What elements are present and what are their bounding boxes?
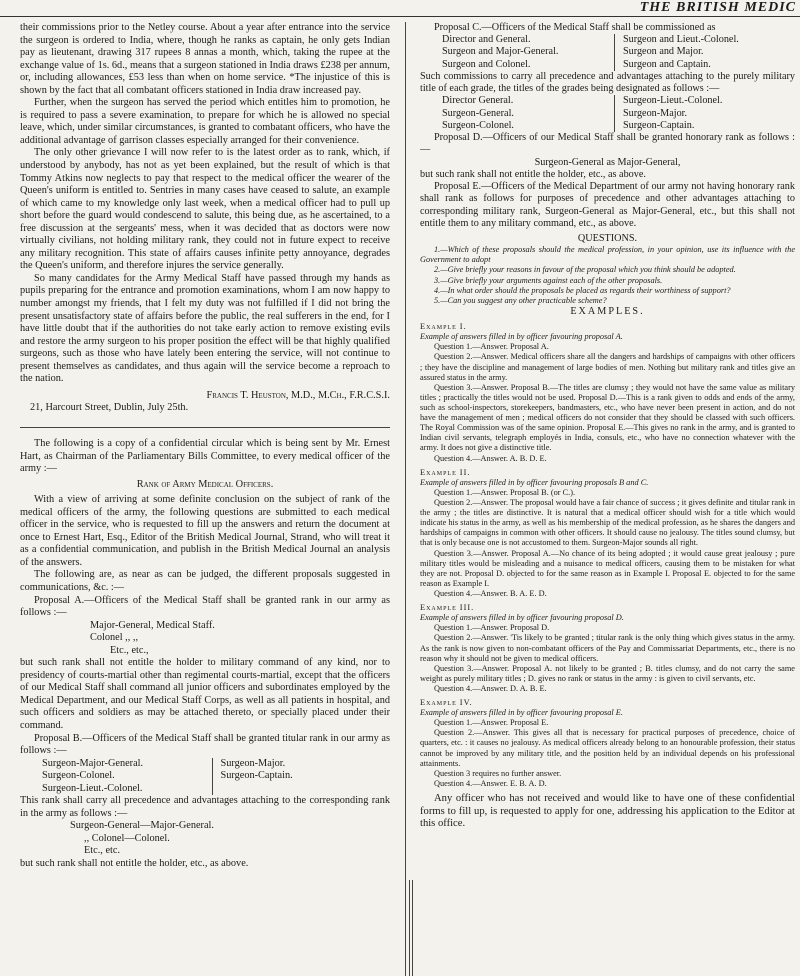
list-item: ,, Colonel—Colonel. bbox=[84, 832, 170, 844]
list-item: Surgeon and Major. bbox=[623, 46, 704, 58]
example-answer: Question 1.—Answer. Proposal D. bbox=[434, 623, 550, 633]
example-answer: Question 3.—Answer. Proposal A. not likely to be granted ; B. titles clumsy, and do not carry the same weight as purely military titles ; D. gives no rank or status in the army : is given to civil servants, etc. bbox=[420, 663, 795, 683]
paragraph: but such rank shall not entitle the holder, etc., as above. bbox=[20, 858, 249, 869]
example-subtitle: Example of answers filled in by officer favouring proposals B and C. bbox=[420, 477, 649, 487]
proposal-b: Proposal B.—Officers of the Medical Staff shall be granted titular rank in our army as follows :— bbox=[20, 732, 390, 757]
example-answer: Question 4.—Answer. A. B. D. E. bbox=[434, 453, 547, 463]
list-item: Surgeon-General. bbox=[442, 107, 514, 119]
list-item: Surgeon and Colonel. bbox=[442, 58, 531, 70]
list-item: Major-General, Medical Staff. bbox=[90, 619, 215, 631]
question: 4.—In what order should the proposals be placed as regards their worthiness of support? bbox=[434, 285, 731, 295]
question: 3.—Give briefly your arguments against each of the other proposals. bbox=[434, 275, 663, 285]
example-subtitle: Example of answers filled in by officer favouring proposal A. bbox=[420, 332, 623, 342]
right-column bbox=[420, 22, 795, 972]
example-answer: Question 3.—Answer. Proposal A.—No chance of its being adopted ; it would cause great jealousy ; pure military titles would be misleading and a nuisance to medical officers, causing them to be mistaken for what they are not. Proposal D. objected to for the same reason as in Example I. Proposal E. objected to for the same reason as Example I. bbox=[420, 548, 795, 588]
paragraph: but such rank shall not entitle the holder, etc., as above. bbox=[420, 168, 646, 180]
running-head: THE BRITISH MEDIC bbox=[639, 0, 796, 15]
example-title: Example I. bbox=[420, 322, 467, 332]
list-item: Director and General. bbox=[442, 34, 531, 46]
list-item: Surgeon-Major. bbox=[220, 757, 286, 769]
paragraph: The following are, as near as can be judged, the different proposals suggested in communications, &c. :— bbox=[20, 569, 390, 593]
list-item: Colonel ,, ,, bbox=[90, 632, 139, 644]
example-subtitle: Example of answers filled in by officer favouring proposal E. bbox=[420, 708, 623, 718]
list-item: Surgeon-Captain. bbox=[220, 770, 293, 782]
questions-heading: QUESTIONS. bbox=[577, 232, 638, 244]
list-item: Director General. bbox=[442, 95, 514, 107]
paragraph: their commissions prior to the Netley course. About a year after entrance into the service the surgeon is ordered to India, where, though he ranks as captain, he only gets Indian pay as lieutenant, drawing 317 rupees 8 annas a month, which, taking the rupee at the exchange value of 1s. 6d., means that a surgeon stationed in India draws £238 per annum, or, including allowances, £53 less than when on home service. *The injustice of this is shown by the fact that all combatant officers stationed in India draw increased pay. bbox=[20, 22, 390, 96]
column-divider-triple bbox=[412, 880, 413, 976]
example-4 bbox=[420, 698, 795, 789]
proposal-a: Proposal A.—Officers of the Medical Staff shall be granted rank in our army as follows :— bbox=[20, 594, 390, 619]
example-answer: Question 2.—Answer. This gives all that is necessary for practical purposes of precedence, choice of quarters, etc. : it causes no jealousy. As medical officers already belong to an honourable profession, their status cannot be improved by any military title, and the position held by an individual depends on his professional attainments. bbox=[420, 728, 795, 768]
list-item: Surgeon-Captain. bbox=[623, 119, 695, 131]
proposal-c-titles bbox=[442, 95, 795, 132]
list-item: Surgeon-Lieut.-Colonel. bbox=[42, 782, 143, 794]
example-answer: Question 4.—Answer. B. A. E. D. bbox=[434, 588, 547, 598]
question: 2.—Give briefly your reasons in favour of the proposal which you think should be adopted. bbox=[434, 265, 736, 275]
example-1 bbox=[420, 322, 795, 464]
list-item: Surgeon-Major-General. bbox=[42, 757, 144, 769]
example-answer: Question 4.—Answer. D. A. B. E. bbox=[434, 683, 547, 693]
proposal-d: Proposal D.—Officers of our Medical Staff shall be granted honorary rank as follows :— bbox=[420, 132, 795, 156]
list-item: Surgeon and Major-General. bbox=[442, 46, 559, 58]
list-item: Surgeon-Lieut.-Colonel. bbox=[623, 95, 723, 107]
proposal-c-ranks bbox=[442, 34, 795, 71]
paragraph: but such rank shall not entitle the holder to military command of any kind, nor to presidency of courts-martial other than regimental courts-martial, except that the officers of our Medical Staff shall command all junior officers and subordinates employed by the Medical Department, and our Medical Staff Corps, as well as all patients in hospital, and such officers and soldiers as may be attached thereto, or specially placed under their command. bbox=[20, 657, 390, 731]
paragraph: This rank shall carry all precedence and advantages attaching to the corresponding rank in the army as follows :— bbox=[20, 795, 390, 819]
example-3 bbox=[420, 603, 795, 694]
address: 21, Harcourt Street, Dublin, July 25th. bbox=[30, 402, 189, 414]
question: 1.—Which of these proposals should the medical profession, in your opinion, use its influence with the Government to adopt bbox=[420, 245, 795, 265]
column-divider bbox=[405, 22, 406, 976]
example-answer: Question 3.—Answer. Proposal B.—The titles are clumsy ; they would not have the same value as military titles ; practically the titles would not be used. Proposal D.—This is a rank given to odds and ends of the army, such as school-inspectors, storekeepers, bandmasters, etc., who have never been present in action, and do not have the management of men ; medical officers do not consider that they should be classed with such officers. The Royal Commission was of the same opinion. Proposal E.—This gives no rank in the army, and is granted to Indian civil servants, telegraph employés in India, consuls, etc., who have no connection whatever with the army. It does not give a distinctive title. bbox=[420, 382, 795, 453]
example-2 bbox=[420, 468, 795, 599]
proposal-e: Proposal E.—Officers of the Medical Department of our army not having honorary rank shall rank as follows for purposes of precedence and other advantages attaching to corresponding military rank, Surgeon-General as Major-General, etc., but this shall not entitle them to any military command, etc., as above. bbox=[420, 181, 795, 229]
example-title: Example III. bbox=[420, 603, 475, 613]
list-item: Surgeon-Major. bbox=[623, 107, 688, 119]
example-answer: Question 3 requires no further answer. bbox=[434, 768, 562, 778]
list-item: Surgeon-Colonel. bbox=[42, 770, 115, 782]
example-answer: Question 4.—Answer. E. B. A. D. bbox=[434, 778, 547, 788]
paragraph: Further, when the surgeon has served the period which entitles him to promotion, he is required to pass a severe examination, to prepare for which he is allowed no special leave, which, under similar circumstances, is granted to combatant officers, who have the additional advantage of garrison classes especially arranged for their convenience. bbox=[20, 97, 390, 146]
paragraph: With a view of arriving at some definite conclusion on the subject of rank of the medical officers of the army, the following questions are submitted to each medical officer in the service, who is requested to fill up the answers and return the document at once to Ernest Hart, Esq., Editor of the British Medical Journal, Strand, who will treat it as a confidential communication, and publish in the British Medical Journal an analysis of the answers. bbox=[20, 494, 390, 568]
example-subtitle: Example of answers filled in by officer favouring proposal D. bbox=[420, 613, 624, 623]
paragraph: The following is a copy of a confidential circular which is being sent by Mr. Ernest Hart, as Chairman of the Parliamentary Bills Committee, to every medical officer of the army :— bbox=[20, 437, 390, 475]
left-column bbox=[20, 22, 390, 972]
example-answer: Question 1.—Answer. Proposal B. (or C.). bbox=[434, 487, 576, 497]
list-item: Etc., etc. bbox=[84, 845, 121, 857]
example-answer: Question 2.—Answer. The proposal would have a fair chance of success ; it gives definite and titular rank in the army ; the titles are distinctive. It is natural that a medical officer should wish for a title which would indicate his status in the army, as well as his membership of the medical profession, as he shares the dangers and hardships of campaigns in common with other officers. It should cause no jealousy. The titles sound clumsy, but that is only because one is not accustomed to them. Surgeon-Major sounds all right. bbox=[420, 497, 795, 548]
list-item: Surgeon-Colonel. bbox=[442, 119, 514, 131]
list-item: Surgeon and Lieut.-Colonel. bbox=[623, 34, 739, 46]
closing-notice: Any officer who has not received and would like to have one of these confidential forms to fill up, is requested to apply for one, addressing his application to the Editor at this office. bbox=[420, 793, 795, 830]
signature: Francis T. Heuston, M.D., M.Ch., F.R.C.S.I. bbox=[206, 389, 390, 401]
example-answer: Question 2.—Answer. 'Tis likely to be granted ; titular rank is the only thing which gives status in the army. As the rank is now given to non-combatant officers of the Pay and Commissariat Departments, etc., there is no reason why it should not be given to medical officers. bbox=[420, 633, 795, 663]
section-rule bbox=[20, 427, 390, 428]
paragraph: The only other grievance I will now refer to is the latest order as to rank, which, if understood by anybody, has not as yet been explained, but the result of which is that Tommy Atkins now neglects to pay that respect to the medical officer the wearer of the Queen's uniform is entitled to. Sentries in many cases have ceased to salute, an example of which came to my knowledge only last week, when a medical officer had to pull up short before the guard would condescend to salute, this being due, as he ascertained, to a free discussion at the sergeants' mess, when it was decided that as doctors were now virtually civilians, not holding military rank, they could not in future expect to receive any military recognition. This state of affairs causes infinite petty annoyance, degrades the Queen's uniform, and therefore injures the service generally. bbox=[20, 147, 390, 272]
examples-heading: EXAMPLES. bbox=[570, 305, 645, 317]
question: 5.—Can you suggest any other practicable scheme? bbox=[434, 295, 607, 305]
proposal-a-list bbox=[90, 620, 390, 658]
example-answer: Question 1.—Answer. Proposal E. bbox=[434, 718, 549, 728]
example-answer: Question 1.—Answer. Proposal A. bbox=[434, 342, 549, 352]
example-answer: Question 2.—Answer. Medical officers share all the dangers and hardships of campaigns with other officers ; they have the discipline and management of large bodies of men. Nothing but military rank and titles give an assured status in the army. bbox=[420, 352, 795, 382]
section-heading: Rank of Army Medical Officers. bbox=[136, 478, 274, 490]
example-title: Example II. bbox=[420, 467, 471, 477]
proposal-d-line: Surgeon-General as Major-General, bbox=[534, 156, 681, 168]
column-divider-double bbox=[409, 880, 410, 976]
paragraph: So many candidates for the Army Medical Staff have passed through my hands as pupils preparing for the entrance and promotion examinations, whom I am now happy to number amongst my friends, that I felt my duty was not fulfilled if I did not bring the present unsatisfactory state of affairs before the public, the real sufferers in the end, for I have little doubt that if the authorities do not take early action to remove existing evils and restore the army surgeon to his proper position the effect will be that highly qualified surgeons, such as those who have lately been entering the service, will not continue to present themselves as candidates, and thus again will the service become a reproach to the nation. bbox=[20, 272, 390, 385]
proposal-c: Proposal C.—Officers of the Medical Staff shall be commissioned as bbox=[434, 22, 716, 33]
example-title: Example IV. bbox=[420, 698, 473, 708]
proposal-b-corr bbox=[70, 820, 390, 858]
proposal-b-ranks bbox=[42, 758, 390, 796]
paragraph: Such commissions to carry all precedence and advantages attaching to the purely military title of each grade, the titles of the grades being designated as follows :— bbox=[420, 70, 795, 95]
list-item: Surgeon and Captain. bbox=[623, 58, 711, 70]
list-item: Surgeon-General—Major-General. bbox=[70, 820, 214, 832]
header-rule bbox=[0, 16, 800, 17]
questions-list bbox=[420, 245, 795, 306]
list-item: Etc., etc., bbox=[110, 644, 149, 656]
